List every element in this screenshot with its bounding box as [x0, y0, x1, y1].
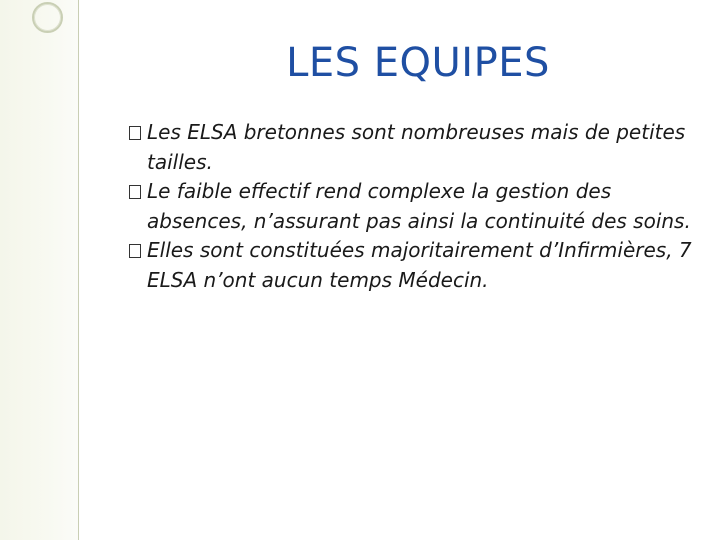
- square-bullet-icon: [129, 244, 141, 258]
- square-bullet-icon: [129, 126, 141, 140]
- square-bullet-icon: [129, 185, 141, 199]
- bullet-text: Les ELSA bretonnes sont nombreuses mais de petites tailles.: [147, 120, 686, 174]
- bullet-text: Elles sont constituées majoritairement d’Infirmières, 7 ELSA n’ont aucun temps Médecin.: [147, 238, 692, 292]
- left-divider-line: [78, 0, 79, 540]
- bullet-item: [133, 236, 713, 295]
- bullet-item: [133, 118, 713, 177]
- ring-inner-decoration-icon: [34, 4, 61, 31]
- slide-title: LES EQUIPES: [286, 40, 550, 86]
- bullet-text: Le faible effectif rend complexe la gestion des absences, n’assurant pas ainsi la continuité des soins.: [147, 179, 691, 233]
- left-decorative-band: [0, 0, 78, 540]
- bullet-item: [133, 177, 713, 236]
- bullet-list: [133, 118, 713, 295]
